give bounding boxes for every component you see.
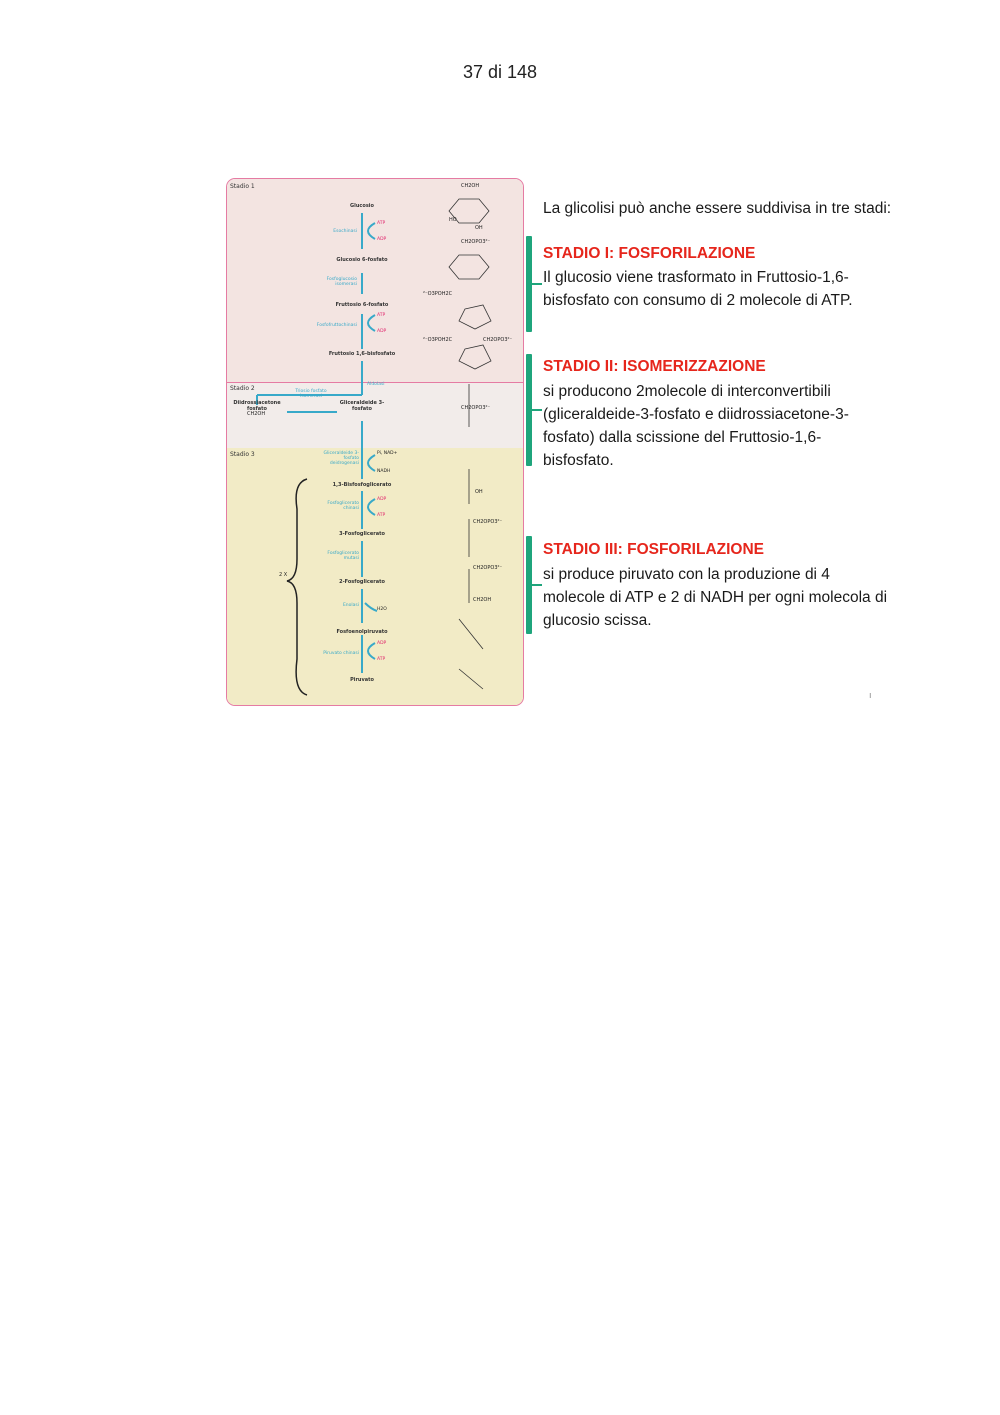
cofactor-adp: ADP [377, 329, 387, 334]
stage-2-label: Stadio 2 [230, 385, 255, 392]
label-o3poh2c: ²⁻O3POH2C [423, 337, 453, 343]
compound-f6p: Fruttosio 6-fosfato [335, 302, 389, 308]
section-stadio-3 [526, 536, 966, 634]
multiplier-2x: 2 X [279, 572, 288, 578]
section-accent-tick [532, 283, 542, 285]
label-ch2oh: CH2OH [247, 411, 266, 417]
label-ch2opo3: CH2OPO3²⁻ [473, 565, 503, 571]
section-stadio-1 [526, 236, 966, 332]
section-body: si produce piruvato con la produzione di 4 molecole di ATP e 2 di NADH per ogni molecola di glucosio scissa. [543, 566, 888, 629]
label-ch2oh: CH2OH [461, 183, 480, 189]
label-ch2opo3: CH2OPO3²⁻ [473, 519, 503, 525]
cofactor-atp: ATP [377, 513, 386, 518]
compound-pyruvate: Piruvato [350, 677, 374, 683]
compound-dhap: Diidrossiacetone fosfato [233, 400, 281, 412]
cofactor-adp: ADP [377, 497, 387, 502]
cofactor-adp: ADP [377, 237, 387, 242]
compound-2pg: 2-Fosfoglicerato [339, 579, 385, 585]
section-title: STADIO II: ISOMERIZZAZIONE [543, 358, 766, 375]
enzyme-pgi: Fosfoglucosio isomerasi [326, 277, 357, 287]
enzyme-tpi: Triosio fosfato isomerasi [295, 389, 327, 399]
label-ch2opo3: CH2OPO3²⁻ [461, 239, 491, 245]
section-title: STADIO III: FOSFORILAZIONE [543, 541, 765, 558]
enzyme-pgk: Fosfoglicerato chinasi [327, 501, 359, 511]
compound-g6p: Glucosio 6-fosfato [336, 257, 388, 263]
cofactor-nadh: NADH [377, 469, 391, 474]
label-o3poh2c: ²⁻O3POH2C [423, 291, 453, 297]
label-ch2oh: CH2OH [473, 597, 492, 603]
label-ch2opo3: CH2OPO3²⁻ [461, 405, 491, 411]
compound-13bpg: 1,3-Bisfosfoglicerato [332, 482, 392, 488]
compound-f16bp: Fruttosio 1,6-bisfosfato [328, 351, 396, 357]
enzyme-pfk: Fosfofruttochinasi [316, 323, 357, 328]
section-body: Il glucosio viene trasformato in Fruttosio-1,6- bisfosfato con consumo di 2 molecole di ATP. [543, 269, 853, 309]
compound-gap: Gliceraldeide 3-fosfato [339, 400, 385, 412]
cofactor-atp: ATP [377, 657, 386, 662]
cofactor-pi-nad: Pi, NAD+ [377, 451, 398, 456]
stage-3-label: Stadio 3 [230, 451, 255, 458]
enzyme-enolase: Enolasi [342, 603, 359, 608]
cofactor-atp: ATP [377, 313, 386, 318]
compound-3pg: 3-Fosfoglicerato [339, 531, 385, 537]
label-ho: HO [449, 217, 457, 223]
label-oh: OH [475, 489, 483, 495]
label-oh: OH [475, 225, 483, 231]
stray-mark: ı [869, 690, 872, 700]
section-title: STADIO I: FOSFORILAZIONE [543, 245, 756, 262]
enzyme-gapdh: Gliceraldeide 3-fosfato deidrogenasi [323, 451, 359, 466]
enzyme-pk: Piruvato chinasi [323, 651, 359, 656]
enzyme-pgm: Fosfoglicerato mutasi [327, 551, 359, 561]
section-stadio-2 [526, 354, 966, 469]
label-ch2opo3: CH2OPO3²⁻ [483, 337, 513, 343]
cofactor-h2o: H2O [377, 607, 387, 612]
section-body: si producono 2molecole di interconvertibili (gliceraldeide-3-fosfato e diidrossiacetone-3- fosfato) dalla scissione del Fruttosio-1,6- bisfosfato. [543, 383, 849, 469]
cofactor-atp: ATP [377, 221, 386, 226]
section-accent-tick [532, 584, 542, 586]
enzyme-hexokinase: Esochinasi [333, 229, 357, 234]
page-number: 37 di 148 [462, 62, 538, 82]
cofactor-adp: ADP [377, 641, 387, 646]
compound-glucose: Glucosio [350, 203, 374, 209]
section-accent-tick [532, 409, 542, 411]
intro-text: La glicolisi può anche essere suddivisa in tre stadi: [543, 200, 892, 217]
compound-pep: Fosfoenolpiruvato [336, 629, 388, 635]
glycolysis-figure [226, 178, 524, 706]
stage-1-label: Stadio 1 [230, 183, 255, 190]
enzyme-aldolase: Aldolasi [367, 382, 385, 387]
